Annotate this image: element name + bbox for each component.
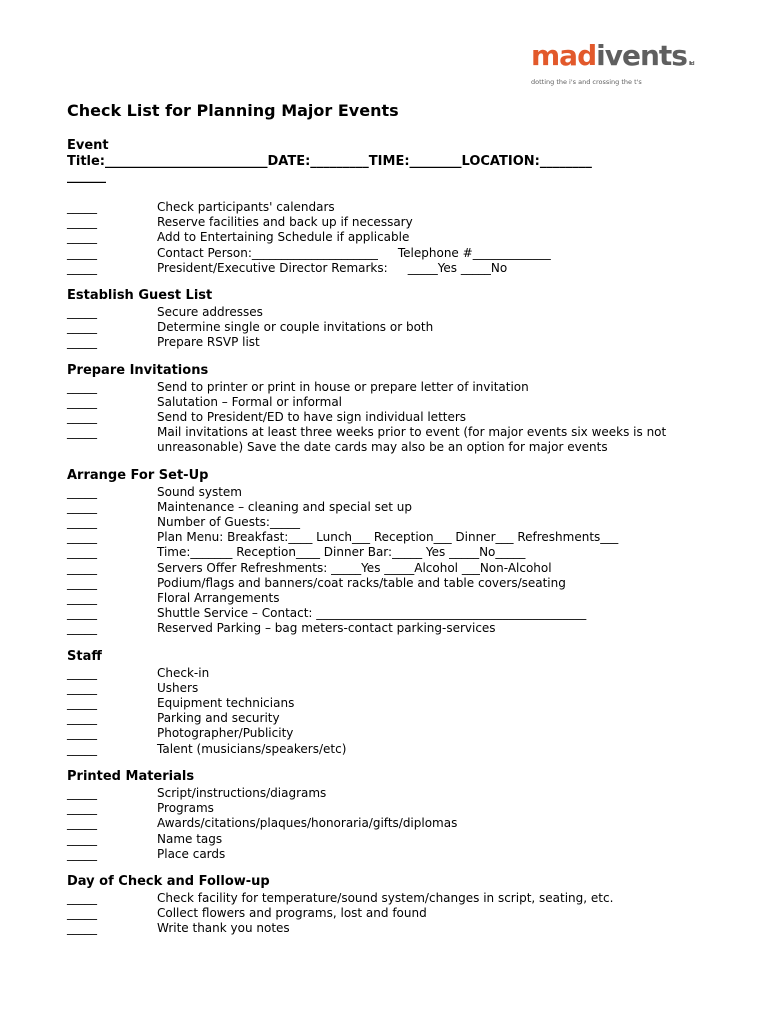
checklist-item xyxy=(67,742,687,757)
checklist-item xyxy=(67,261,687,276)
section-checklist xyxy=(67,305,687,351)
check-blank: _____ xyxy=(67,726,97,741)
checklist-item-text: Check participants' calendars xyxy=(157,200,335,214)
checklist-item-text: Reserved Parking – bag meters-contact parking-services xyxy=(157,621,496,636)
section-heading: Day of Check and Follow-up xyxy=(67,873,270,889)
checklist-body xyxy=(67,100,687,948)
checklist-item-text: Write thank you notes xyxy=(157,921,290,936)
check-blank: _____ xyxy=(67,320,97,335)
madivents-logo xyxy=(531,39,694,86)
checklist-item-text: Floral Arrangements xyxy=(157,591,280,606)
section-checklist xyxy=(67,380,687,456)
checklist-item xyxy=(67,545,687,560)
checklist-item-text: Programs xyxy=(157,801,214,816)
intro-checklist xyxy=(67,200,687,276)
check-blank: _____ xyxy=(67,606,97,621)
check-blank: _____ xyxy=(67,230,97,245)
checklist-item xyxy=(67,335,687,350)
check-blank: _____ xyxy=(67,260,97,275)
checklist-item-text: Check facility for temperature/sound system/changes in script, seating, etc. xyxy=(157,890,614,905)
check-blank: _____ xyxy=(67,499,97,514)
event-details-line-continued: ______ xyxy=(67,169,106,184)
checklist-item-text: Time:_______ Reception____ Dinner Bar:_____ Yes _____No_____ xyxy=(157,545,526,560)
checklist-item xyxy=(67,500,687,515)
checklist-item xyxy=(67,485,687,500)
logo-ltd: ltd xyxy=(688,61,694,67)
checklist-item xyxy=(67,320,687,335)
check-blank: _____ xyxy=(67,680,97,695)
check-blank: _____ xyxy=(67,515,97,530)
check-blank: _____ xyxy=(67,801,97,816)
check-blank: _____ xyxy=(67,591,97,606)
logo-word-orange: mad xyxy=(531,39,597,72)
checklist-item xyxy=(67,801,687,816)
check-blank: _____ xyxy=(67,831,97,846)
check-blank: _____ xyxy=(67,410,97,425)
checklist-item xyxy=(67,305,687,320)
checklist-item-text: Add to Entertaining Schedule if applicable xyxy=(157,230,410,245)
checklist-item-text: Name tags xyxy=(157,831,223,846)
check-blank: _____ xyxy=(67,560,97,575)
check-blank: _____ xyxy=(67,215,97,230)
checklist-item xyxy=(67,711,687,726)
check-blank: _____ xyxy=(67,741,97,756)
checklist-item-text: Podium/flags and banners/coat racks/table and table covers/seating xyxy=(157,575,566,590)
check-blank: _____ xyxy=(67,484,97,499)
checklist-item-text: Secure addresses xyxy=(157,305,263,320)
checklist-item xyxy=(67,530,687,545)
checklist-item-text: Check-in xyxy=(157,665,210,680)
checklist-item-text: Mail invitations at least three weeks prior to event (for major events six weeks is not unreasonable) Save the date cards may also be an option for major events xyxy=(157,425,667,455)
checklist-item xyxy=(67,515,687,530)
checklist-item xyxy=(67,246,687,261)
checklist-item xyxy=(67,906,687,921)
checklist-item xyxy=(67,230,687,245)
event-details-line: Title:_________________________DATE:_________TIME:________LOCATION:________ xyxy=(67,154,592,169)
check-blank: _____ xyxy=(67,906,97,921)
checklist-item xyxy=(67,591,687,606)
check-blank: _____ xyxy=(67,816,97,831)
logo-wordmark xyxy=(531,39,694,80)
checklist-item-text: Talent (musicians/speakers/etc) xyxy=(157,741,347,756)
section-checklist xyxy=(67,786,687,862)
section-heading: Prepare Invitations xyxy=(67,362,209,378)
checklist-item xyxy=(67,847,687,862)
check-blank: _____ xyxy=(67,921,97,936)
checklist-item xyxy=(67,681,687,696)
section-checklist xyxy=(67,485,687,637)
check-blank: _____ xyxy=(67,335,97,350)
checklist-item xyxy=(67,576,687,591)
section-heading: Arrange For Set-Up xyxy=(67,467,209,483)
checklist-item-text: Salutation – Formal or informal xyxy=(157,394,343,409)
logo-word-gray: ivents xyxy=(596,39,687,72)
checklist-item xyxy=(67,200,687,215)
checklist-item-text: Shuttle Service – Contact: _____________________________________________ xyxy=(157,606,587,621)
check-blank: _____ xyxy=(67,545,97,560)
check-blank: _____ xyxy=(67,394,97,409)
checklist-item xyxy=(67,215,687,230)
checklist-item xyxy=(67,816,687,831)
checklist-item xyxy=(67,410,687,425)
checklist-item xyxy=(67,425,687,455)
checklist-item-text: Collect flowers and programs, lost and found xyxy=(157,906,427,921)
checklist-item-text: Ushers xyxy=(157,680,199,695)
checklist-item-extra: Telephone #_____________ xyxy=(397,245,551,260)
checklist-item-text: Plan Menu: Breakfast:____ Lunch___ Reception___ Dinner___ Refreshments___ xyxy=(157,530,619,545)
check-blank: _____ xyxy=(67,785,97,800)
check-blank: _____ xyxy=(67,621,97,636)
checklist-item xyxy=(67,726,687,741)
checklist-item-text: Contact Person:_____________________ Telephone #_____________ xyxy=(157,245,551,260)
checklist-item-text: Send to President/ED to have sign individual letters xyxy=(157,410,467,425)
checklist-item xyxy=(67,921,687,936)
checklist-item-text: Equipment technicians xyxy=(157,696,295,711)
checklist-item-extra: _____Yes _____No xyxy=(407,260,508,275)
checklist-item-text: Reserve facilities and back up if necessary xyxy=(157,215,413,230)
checklist-item xyxy=(67,696,687,711)
checklist-item-text: Place cards xyxy=(157,846,226,861)
checklist-item-text: Servers Offer Refreshments: _____Yes _____Alcohol ___Non-Alcohol xyxy=(157,560,552,575)
checklist-item xyxy=(67,621,687,636)
checklist-item-text: Determine single or couple invitations or both xyxy=(157,320,434,335)
section-heading: Printed Materials xyxy=(67,768,195,784)
check-blank: _____ xyxy=(67,575,97,590)
check-blank: _____ xyxy=(67,379,97,394)
check-blank: _____ xyxy=(67,245,97,260)
section-checklist xyxy=(67,891,687,937)
section-heading: Staff xyxy=(67,648,102,664)
event-label: Event xyxy=(67,138,109,153)
checklist-item xyxy=(67,395,687,410)
logo-tagline: dotting the i's and crossing the t's xyxy=(531,78,642,86)
checklist-item-text: President/Executive Director Remarks: _____Yes _____No xyxy=(157,260,508,275)
checklist-item xyxy=(67,891,687,906)
page-title: Check List for Planning Major Events xyxy=(67,101,399,120)
section-heading: Establish Guest List xyxy=(67,288,213,304)
check-blank: _____ xyxy=(67,890,97,905)
checklist-item xyxy=(67,380,687,395)
checklist-item-text: Script/instructions/diagrams xyxy=(157,785,327,800)
check-blank: _____ xyxy=(67,425,97,440)
checklist-item-text: Awards/citations/plaques/honoraria/gifts/diplomas xyxy=(157,816,458,831)
checklist-item-text: Prepare RSVP list xyxy=(157,335,260,350)
checklist-item-text: Parking and security xyxy=(157,711,280,726)
check-blank: _____ xyxy=(67,305,97,320)
check-blank: _____ xyxy=(67,200,97,214)
checklist-item xyxy=(67,786,687,801)
check-blank: _____ xyxy=(67,530,97,545)
check-blank: _____ xyxy=(67,846,97,861)
checklist-item xyxy=(67,561,687,576)
checklist-item-text: Sound system xyxy=(157,484,242,499)
checklist-item-text: Photographer/Publicity xyxy=(157,726,294,741)
check-blank: _____ xyxy=(67,711,97,726)
checklist-item-text: Send to printer or print in house or prepare letter of invitation xyxy=(157,379,529,394)
checklist-item xyxy=(67,666,687,681)
checklist-item xyxy=(67,606,687,621)
checklist-item-text: Maintenance – cleaning and special set up xyxy=(157,499,413,514)
checklist-item xyxy=(67,832,687,847)
check-blank: _____ xyxy=(67,665,97,680)
section-checklist xyxy=(67,666,687,757)
check-blank: _____ xyxy=(67,696,97,711)
checklist-item-text: Number of Guests:_____ xyxy=(157,515,300,530)
checklist-sections xyxy=(67,287,687,937)
